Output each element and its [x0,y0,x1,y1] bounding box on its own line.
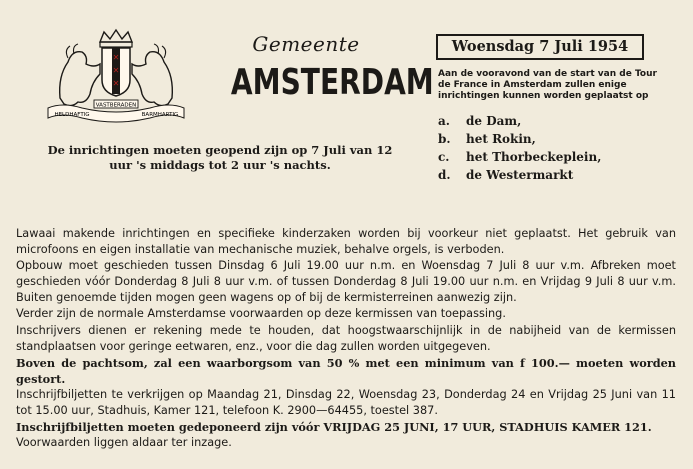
body-text [16,226,676,451]
crest-motto-middle: VASTBERADEN [95,102,137,109]
paragraph-conditions: Verder zijn de normale Amsterdamse voorwaarden op deze kermissen van toepassing. [16,307,506,321]
paragraph-deadline: Inschrijfbiljetten moeten gedeponeerd zijn vóór VRIJDAG 25 JUNI, 17 UUR, STADHUIS KAMER 121. [16,420,652,435]
svg-text:✕: ✕ [112,66,120,75]
paragraph-deposit: Boven de pachtsom, zal een waarborgsom van 50 % met een minimum van f 100.— moeten worden gestort. [16,355,676,386]
location-item: c. het Thorbeckeplein, [438,150,602,164]
crest-motto-left: HELDHAFTIG [54,112,90,118]
svg-text:✕: ✕ [112,79,120,88]
paragraph-forms: Inschrijfbiljetten te verkrijgen op Maandag 21, Dinsdag 22, Woensdag 23, Donderdag 24 en Vrijdag 25 Juni van 11 tot 15.00 uur, Stadhuis, Kamer 121, telefoon K. 2900—64455, toestel 387. [16,387,676,418]
intro-note: Aan de vooravond van de start van de Tour de France in Amsterdam zullen enige inrichtingen kunnen worden geplaatst op [438,69,657,101]
crest-motto-right: BARMHARTIG [141,112,179,118]
paragraph-noise: Lawaai makende inrichtingen en specifieke kinderzaken worden bij voorkeur niet geplaatst. Het gebruik van microfoons en eigen installatie van mechanische muziek, behalve orgels, is verboden. [16,227,676,257]
paragraph-setup: Opbouw moet geschieden tussen Dinsdag 6 Juli 19.00 uur n.m. en Woensdag 7 Juli 8 uur v.m. Afbreken moet geschieden vóór Donderdag 8 Juli 8 uur v.m. of tussen Donderdag 8 Juli 19.00 uur n.m. en Vrijdag 9 Juli 8 uur v.m. Buiten genoemde tijden mogen geen wagens op of bij de kermisterreinen aanwezig zijn. [16,259,676,305]
opening-hours: De inrichtingen moeten geopend zijn op 7 Juli van 12 uur 's middags tot 2 uur 's nachts. [47,143,393,172]
location-item: a. de Dam, [438,114,522,128]
amsterdam-coat-of-arms-icon [42,28,190,124]
svg-text:✕: ✕ [112,53,120,62]
paragraph-inspection: Voorwaarden liggen aldaar ter inzage. [16,436,232,450]
date-box: Woensdag 7 Juli 1954 [436,34,644,60]
municipality-label: Gemeente [252,32,360,56]
location-item: d. de Westermarkt [438,168,574,182]
city-title: AMSTERDAM [230,62,434,103]
location-list [438,114,668,186]
location-item: b. het Rokin, [438,132,536,146]
paragraph-food-stands: Inschrijvers dienen er rekening mede te houden, dat hoogstwaarschijnlijk in de nabijheid van de kermissen standplaatsen voor geringe eetwaren, enz., voor die dag zullen worden uitgegeven. [16,323,676,353]
